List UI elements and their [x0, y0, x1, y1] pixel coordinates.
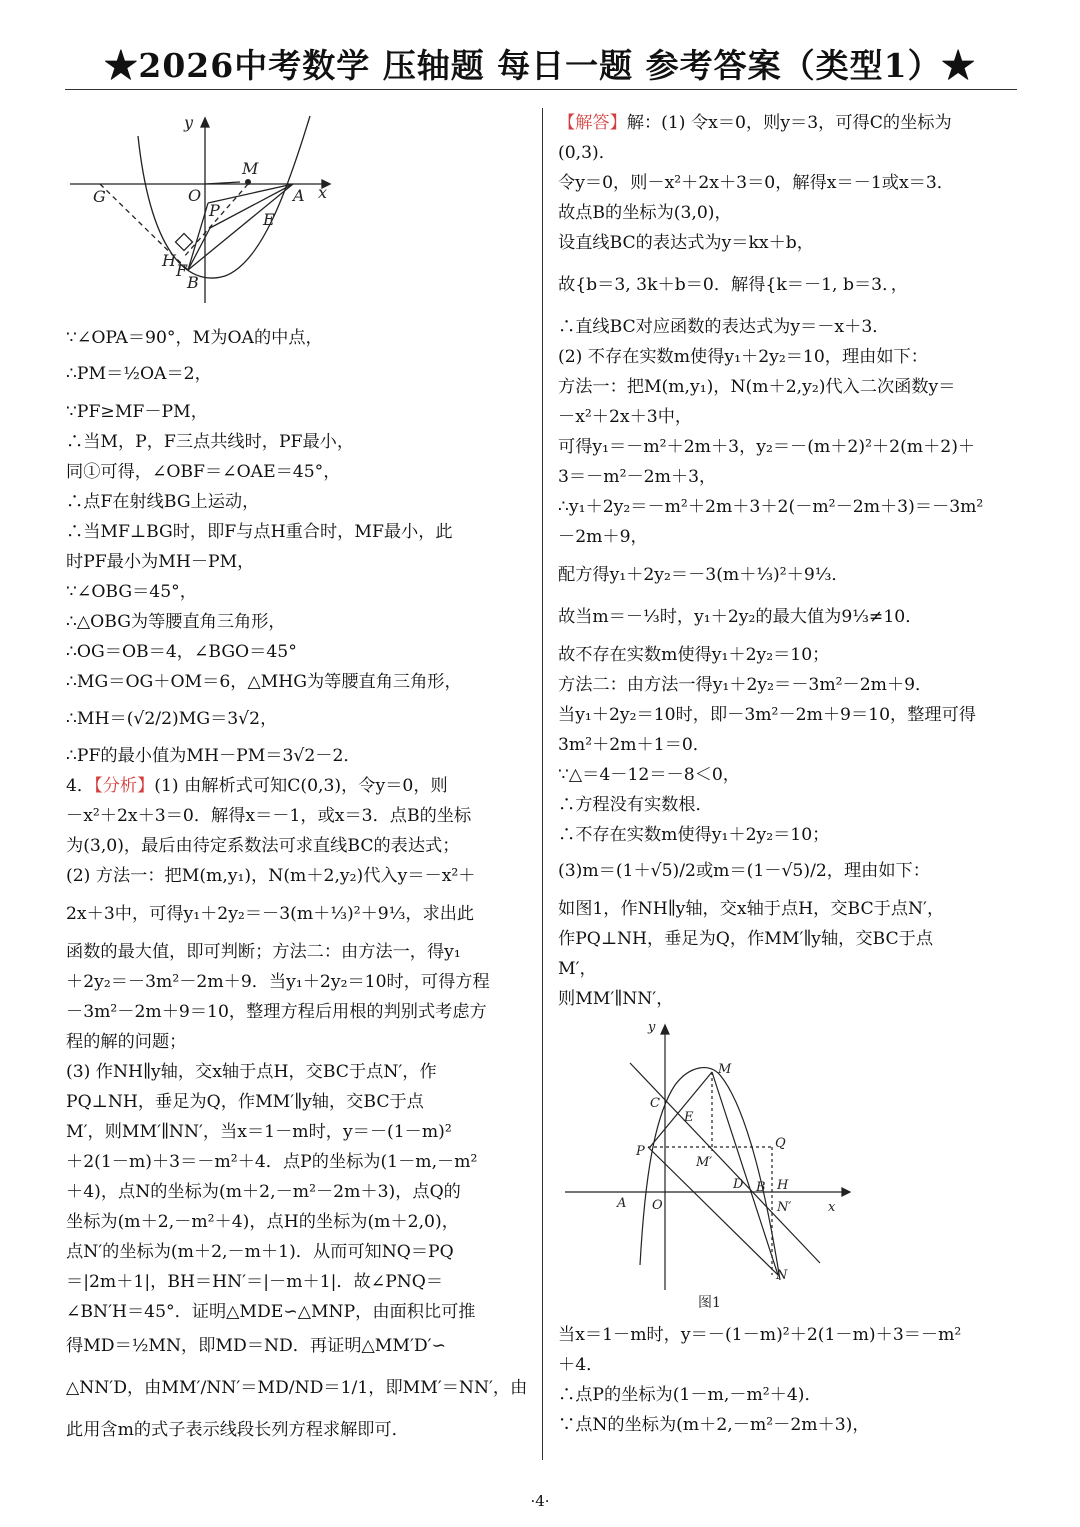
fig1-label-y: y [648, 1020, 656, 1035]
left-line-7: ∴当MF⊥BG时，即F与点H重合时，MF最小，此 [66, 522, 453, 542]
fig-top-label-A: A [293, 186, 305, 205]
right-line-25: 如图1，作NH∥y轴，交x轴于点H，交BC于点N′， [558, 899, 945, 919]
left-line-15: 4．【分析】(1) 由解析式可知C(0,3)，令y＝0，则 [66, 776, 448, 796]
column-divider [542, 108, 543, 1460]
left-line-11: ∴OG＝OB＝4，∠BGO＝45° [66, 642, 297, 662]
right-line-21: ∵△＝4－12＝－8＜0， [558, 765, 740, 785]
left-line-14: ∴PF的最小值为MH－PM＝3√2－2． [66, 746, 361, 766]
right-line-13: ∴y₁＋2y₂＝－m²＋2m＋3＋2(－m²－2m＋3)＝－3m² [558, 497, 984, 517]
fig-top-label-O: O [188, 186, 202, 205]
left-line-6: ∴点F在射线BG上运动， [66, 492, 260, 512]
geometry-figure-1 [560, 1015, 860, 1325]
left-line-22: －3m²－2m＋9＝10，整理方程后用根的判别式考虑方 [66, 1002, 487, 1022]
right-line-17: 故不存在实数m使得y₁＋2y₂＝10； [558, 645, 830, 665]
left-line-13: ∴MH＝(√2/2)MG＝3√2， [66, 709, 278, 729]
right-line-1: 【解答】解：(1) 令x＝0，则y＝3，可得C的坐标为 [558, 113, 952, 133]
right-line-6: 故{b＝3, 3k＋b＝0．解得{k＝－1, b＝3．， [558, 275, 908, 295]
left-line-1: ∵∠OPA＝90°，M为OA的中点， [66, 328, 323, 348]
left-line-4: ∴当M，P，F三点共线时，PF最小， [66, 432, 355, 452]
left-line-8: 时PF最小为MH－PM， [66, 552, 255, 572]
fig1-label-x: x [828, 1200, 836, 1215]
fig1-label-M: M [718, 1062, 732, 1077]
right-line-8: (2) 不存在实数m使得y₁＋2y₂＝10，理由如下： [558, 347, 928, 367]
fig1-label-A: A [617, 1196, 627, 1211]
right-line-23: ∴不存在实数m使得y₁＋2y₂＝10； [558, 825, 830, 845]
left-line-26: M′，则MM′∥NN′，当x＝1－m时，y＝－(1－m)² [66, 1122, 452, 1142]
right-line-12: 3＝－m²－2m＋3， [558, 467, 717, 487]
left-line-21: ＋2y₂＝－3m²－2m＋9．当y₁＋2y₂＝10时，可得方程 [66, 972, 490, 992]
left-line-29: 坐标为(m＋2,－m²＋4)，点H的坐标为(m＋2,0)， [66, 1212, 459, 1232]
fig-top-label-y: y [184, 113, 194, 132]
right-line-10: －x²＋2x＋3中， [558, 407, 693, 427]
fig-top-label-x: x [318, 183, 328, 202]
left-line-27: ＋2(1－m)＋3＝－m²＋4．点P的坐标为(1－m,－m² [66, 1152, 478, 1172]
left-line-3: ∵PF≥MF－PM， [66, 402, 208, 422]
left-line-9: ∵∠OBG＝45°， [66, 582, 197, 602]
right-line-7: ∴直线BC对应函数的表达式为y＝－x＋3． [558, 317, 890, 337]
fig1-label-C: C [650, 1096, 660, 1111]
left-line-24: (3) 作NH∥y轴，交x轴于点H，交BC于点N′，作 [66, 1062, 437, 1082]
fig-top-label-B: B [187, 273, 199, 292]
left-line-10: ∴△OBG为等腰直角三角形， [66, 612, 286, 632]
fig1-label-D: D [733, 1177, 744, 1192]
right-line-2: (0,3)． [558, 143, 616, 163]
right-line-29: 当x＝1－m时，y＝－(1－m)²＋2(1－m)＋3＝－m² [558, 1325, 962, 1345]
page-number: ·4· [530, 1492, 550, 1510]
right-line-18: 方法二：由方法一得y₁＋2y₂＝－3m²－2m＋9． [558, 675, 933, 695]
fig-top-label-P: P [209, 201, 220, 220]
fig-top-label-G: G [93, 187, 106, 206]
fig-top-label-F: F [176, 261, 188, 280]
fig1-label-O: O [652, 1198, 663, 1213]
right-line-3: 令y＝0，则－x²＋2x＋3＝0，解得x＝－1或x＝3． [558, 173, 954, 193]
right-line-5: 设直线BC的表达式为y＝kx＋b， [558, 233, 814, 253]
right-line-26: 作PQ⊥NH，垂足为Q，作MM′∥y轴，交BC于点 [558, 929, 934, 949]
fig1-label-H: H [777, 1178, 789, 1193]
right-line-15: 配方得y₁＋2y₂＝－3(m＋⅓)²＋9⅓． [558, 565, 849, 585]
right-line-4: 故点B的坐标为(3,0)， [558, 203, 732, 223]
left-line-5: 同①可得，∠OBF＝∠OAE＝45°， [66, 462, 341, 482]
left-line-25: PQ⊥NH，垂足为Q，作MM′∥y轴，交BC于点 [66, 1092, 424, 1112]
left-line-30: 点N′的坐标为(m＋2,－m＋1)．从而可知NQ＝PQ [66, 1242, 454, 1262]
left-line-17: 为(3,0)，最后由待定系数法可求直线BC的表达式； [66, 836, 460, 856]
geometry-figure-top [60, 108, 350, 308]
header-rule [65, 89, 1017, 90]
left-line-18: (2) 方法一：把M(m,y₁)，N(m＋2,y₂)代入y＝－x²＋ [66, 866, 476, 886]
right-line-27: M′， [558, 959, 597, 979]
left-line-16: －x²＋2x＋3＝0．解得x＝－1，或x＝3．点B的坐标 [66, 806, 472, 826]
left-line-20: 函数的最大值，即可判断；方法二：由方法一，得y₁ [66, 942, 461, 962]
right-line-31: ∴点P的坐标为(1－m,－m²＋4)． [558, 1385, 822, 1405]
left-line-31: ＝|2m＋1|，BH＝HN′＝|－m＋1|．故∠PNQ＝ [66, 1272, 444, 1292]
fig1-label-N-prime: N′ [777, 1200, 792, 1215]
right-line-20: 3m²＋2m＋1＝0． [558, 735, 710, 755]
fig1-label-E: E [684, 1110, 694, 1125]
left-line-34: △NN′D，由MM′/NN′＝MD/ND＝1/1，即MM′＝NN′，由 [66, 1378, 528, 1398]
fig1-label-Q: Q [775, 1136, 786, 1151]
right-line-16: 故当m＝－⅓时，y₁＋2y₂的最大值为9⅓≠10． [558, 607, 923, 627]
right-line-9: 方法一：把M(m,y₁)，N(m＋2,y₂)代入二次函数y＝ [558, 377, 956, 397]
right-line-32: ∵点N的坐标为(m＋2,－m²－2m＋3)， [558, 1415, 870, 1435]
right-line-28: 则MM′∥NN′， [558, 989, 674, 1009]
fig1-caption: 图1 [698, 1295, 721, 1311]
left-line-33: 得MD＝½MN，即MD＝ND．再证明△MM′D′∽ [66, 1336, 446, 1356]
right-line-11: 可得y₁＝－m²＋2m＋3，y₂＝－(m＋2)²＋2(m＋2)＋ [558, 437, 976, 457]
right-line-24: (3)m＝(1＋√5)/2或m＝(1－√5)/2，理由如下： [558, 861, 930, 881]
left-line-32: ∠BN′H＝45°．证明△MDE∽△MNP，由面积比可推 [66, 1302, 476, 1322]
page-title: ★2026中考数学 压轴题 每日一题 参考答案（类型1）★ [104, 46, 976, 85]
left-line-12: ∴MG＝OG＋OM＝6，△MHG为等腰直角三角形， [66, 672, 462, 692]
left-line-28: ＋4)，点N的坐标为(m＋2,－m²－2m＋3)，点Q的 [66, 1182, 461, 1202]
fig-top-label-H: H [162, 251, 176, 270]
left-line-2: ∴PM＝½OA＝2， [66, 364, 212, 384]
fig1-label-B: B [756, 1180, 766, 1195]
left-line-23: 程的解的问题； [66, 1032, 187, 1052]
fig1-label-P: P [636, 1144, 645, 1159]
fig-top-label-E: E [263, 210, 275, 229]
right-line-14: －2m＋9， [558, 527, 648, 547]
left-line-19: 2x＋3中，可得y₁＋2y₂＝－3(m＋⅓)²＋9⅓，求出此 [66, 904, 475, 924]
fig-top-label-M: M [242, 159, 259, 178]
right-line-22: ∴方程没有实数根． [558, 795, 713, 815]
right-line-19: 当y₁＋2y₂＝10时，即－3m²－2m＋9＝10，整理可得 [558, 705, 976, 725]
left-line-35: 此用含m的式子表示线段长列方程求解即可． [66, 1420, 409, 1440]
fig1-label-N: N [776, 1268, 788, 1283]
fig1-label-M-prime: M′ [696, 1155, 713, 1170]
right-line-30: ＋4． [558, 1355, 604, 1375]
